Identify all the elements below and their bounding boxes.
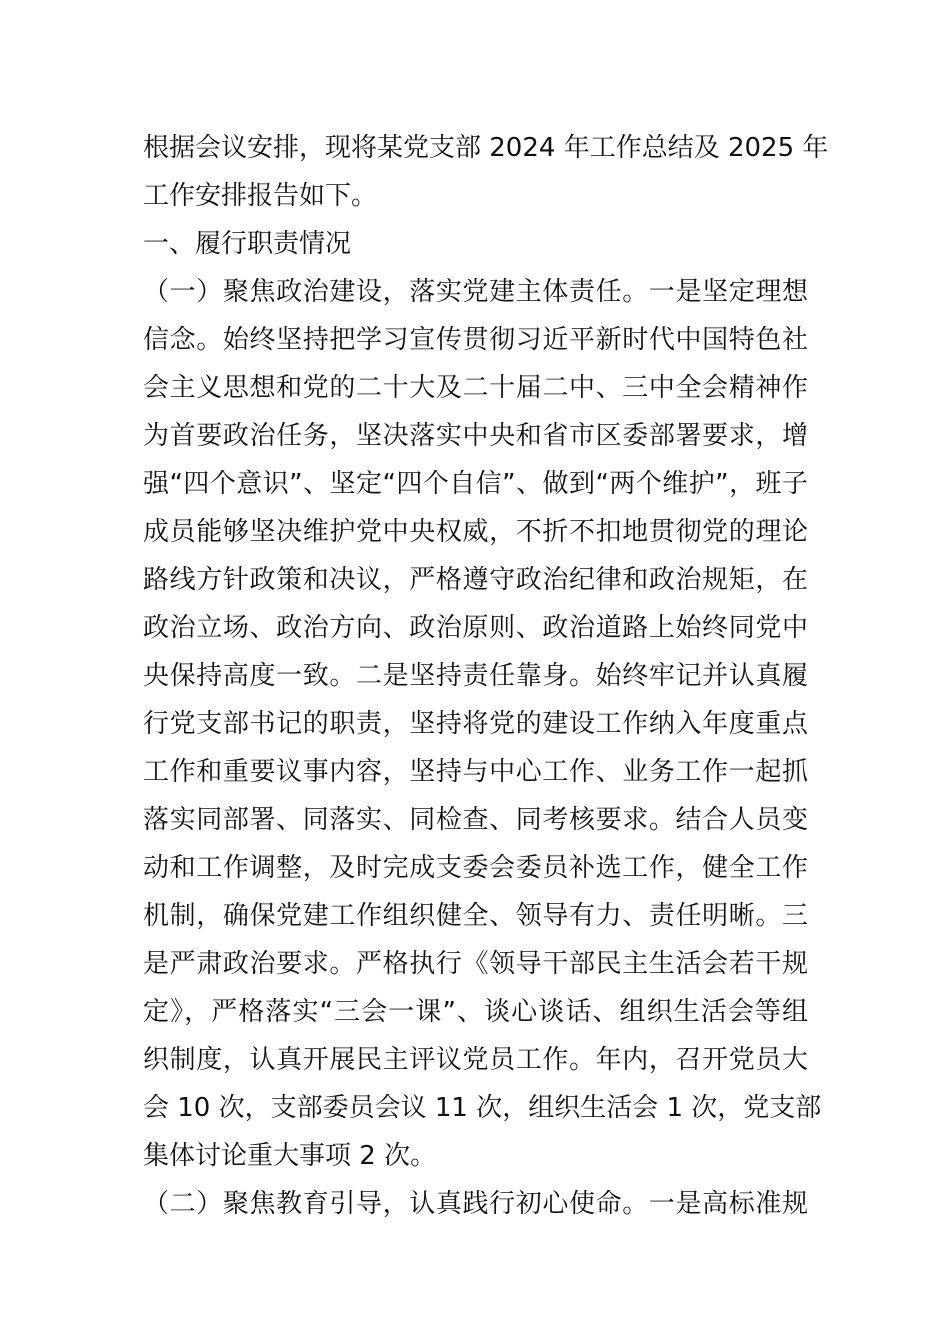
section-heading xyxy=(143,220,808,268)
text-line: 工作安排报告如下。 xyxy=(143,181,378,211)
text-line: 行党支部书记的职责，坚持将党的建设工作纳入年度重点 xyxy=(143,709,808,739)
text-line: 根据会议安排，现将某党支部 2024 年工作总结及 2025 年 xyxy=(143,133,829,163)
document-body xyxy=(143,124,829,1228)
paragraph-section-1 xyxy=(143,268,822,1180)
heading-line: 一、履行职责情况 xyxy=(143,229,352,259)
text-line: 会 10 次，支部委员会议 11 次，组织生活会 1 次，党支部 xyxy=(143,1093,822,1123)
text-line: （一）聚焦政治建设，落实党建主体责任。一是坚定理想 xyxy=(143,277,808,307)
text-line: 落实同部署、同落实、同检查、同考核要求。结合人员变 xyxy=(143,805,808,835)
text-line: 动和工作调整，及时完成支委会委员补选工作，健全工作 xyxy=(143,853,808,883)
text-line: 央保持高度一致。二是坚持责任靠身。始终牢记并认真履 xyxy=(143,661,808,691)
text-line: 会主义思想和党的二十大及二十届二中、三中全会精神作 xyxy=(143,373,808,403)
text-line: （二）聚焦教育引导，认真践行初心使命。一是高标准规 xyxy=(143,1189,808,1219)
text-line: 集体讨论重大事项 2 次。 xyxy=(143,1141,437,1171)
text-line: 织制度，认真开展民主评议党员工作。年内，召开党员大 xyxy=(143,1045,808,1075)
text-line: 路线方针政策和决议，严格遵守政治纪律和政治规矩，在 xyxy=(143,565,808,595)
text-line: 工作和重要议事内容，坚持与中心工作、业务工作一起抓 xyxy=(143,757,808,787)
text-line: 成员能够坚决维护党中央权威，不折不扣地贯彻党的理论 xyxy=(143,517,808,547)
paragraph-intro xyxy=(143,124,829,220)
text-line: 是严肃政治要求。严格执行《领导干部民主生活会若干规 xyxy=(143,949,808,979)
paragraph-section-2 xyxy=(143,1180,808,1228)
text-line: 机制，确保党建工作组织健全、领导有力、责任明晰。三 xyxy=(143,901,808,931)
text-line: 强“四个意识”、坚定“四个自信”、做到“两个维护”，班子 xyxy=(143,469,808,499)
text-line: 定》，严格落实“三会一课”、谈心谈话、组织生活会等组 xyxy=(143,997,808,1027)
text-line: 为首要政治任务，坚决落实中央和省市区委部署要求，增 xyxy=(143,421,808,451)
text-line: 政治立场、政治方向、政治原则、政治道路上始终同党中 xyxy=(143,613,808,643)
text-line: 信念。始终坚持把学习宣传贯彻习近平新时代中国特色社 xyxy=(143,325,808,355)
